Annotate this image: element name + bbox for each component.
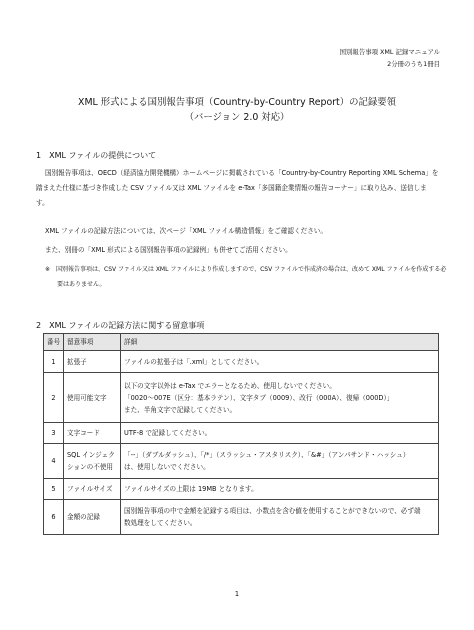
section1-para1-line2: 踏まえた仕様に基づき作成した CSV ファイル又は XML ファイルを e-Tax「多国籍企業情報の報告コーナー」に取り込み、送信しま bbox=[36, 184, 427, 192]
row-number: 6 bbox=[44, 500, 64, 535]
document-header bbox=[340, 46, 440, 70]
table-row bbox=[44, 479, 439, 500]
row-detail bbox=[121, 479, 439, 500]
row-detail-line: 数処理をしてください。 bbox=[124, 519, 197, 527]
row-detail-line: は、使用しないでください。 bbox=[124, 463, 210, 471]
table-row bbox=[44, 351, 439, 373]
section1-para1-line3: す。 bbox=[36, 199, 49, 207]
row-item: 金額の記録 bbox=[64, 500, 121, 535]
row-detail bbox=[121, 373, 439, 423]
table-header-row bbox=[44, 334, 439, 351]
row-detail bbox=[121, 423, 439, 444]
page-number: 1 bbox=[234, 590, 240, 598]
row-detail-line: ファイルの拡張子は「.xml」としてください。 bbox=[124, 357, 264, 366]
row-detail-line: ファイルサイズの上限は 19MB となります。 bbox=[124, 485, 258, 493]
row-item: 拡張子 bbox=[64, 351, 121, 373]
row-detail bbox=[121, 444, 439, 479]
row-number: 3 bbox=[44, 423, 64, 444]
table-row bbox=[44, 500, 439, 535]
row-detail bbox=[121, 351, 439, 373]
row-detail-line: 「--」（ダブルダッシュ）、「/*」（スラッシュ・アスタリスク）、「&#」（アンパサンド・ハッシュ） bbox=[124, 451, 410, 459]
row-detail-line: 「0020～007E（区分：基本ラテン）、文字タブ（0009）、改行（000A）、復帰（000D）」 bbox=[124, 393, 394, 402]
section1-heading: 1 XML ファイルの提供について bbox=[36, 151, 157, 160]
table-row bbox=[44, 423, 439, 444]
row-number: 4 bbox=[44, 444, 64, 479]
row-detail-line: 国別報告事項の中で金額を記録する項目は、小数点を含む値を使用することができないので、必ず端 bbox=[124, 507, 421, 515]
section1-para2: XML ファイルの記録方法については、次ページ「XML ファイル構造情報」をご確認ください。 bbox=[45, 227, 327, 235]
header-volume: 2分冊のうち1冊目 bbox=[387, 60, 440, 68]
notes-table bbox=[43, 333, 439, 535]
document-subtitle: （バージョン 2.0 対応） bbox=[184, 112, 290, 123]
table-row bbox=[44, 444, 439, 479]
row-item: 文字コード bbox=[64, 423, 121, 444]
row-number: 2 bbox=[44, 373, 64, 423]
row-number: 5 bbox=[44, 479, 64, 500]
section1-note-line2: 要はありません。 bbox=[57, 281, 106, 288]
table-row bbox=[44, 373, 439, 423]
section1-note-line1: ※ 国別報告事項は、CSV ファイル又は XML ファイルにより作成しますので、CSV ファイルで作成済の場合は、改めて XML ファイルを作成する必 bbox=[45, 266, 447, 273]
row-detail-line: また、半角文字で記録してください。 bbox=[124, 405, 237, 414]
row-item: ファイルサイズ bbox=[64, 479, 121, 500]
header-manual-name: 国別報告事項 XML 記録マニュアル bbox=[339, 48, 440, 56]
section2-heading: 2 XML ファイルの記録方法に関する留意事項 bbox=[36, 321, 205, 330]
row-item: 使用可能文字 bbox=[64, 373, 121, 423]
row-detail-line: UTF-8 で記録してください。 bbox=[124, 429, 212, 437]
row-detail-line: 以下の文字以外は e-Tax でエラーとなるため、使用しないでください。 bbox=[124, 381, 336, 390]
header-item: 留意事項 bbox=[64, 334, 121, 351]
section1-para3: また、別冊の「XML 形式による国別報告事項の記録例」も併せてご活用ください。 bbox=[45, 246, 292, 254]
header-number: 番号 bbox=[44, 334, 64, 351]
header-detail: 詳細 bbox=[121, 334, 439, 351]
row-detail bbox=[121, 500, 439, 535]
row-number: 1 bbox=[44, 351, 64, 373]
section1-para1-line1: 国別報告事項は、OECD（経済協力開発機構）ホームページに掲載されている「Country-by-Country Reporting XML Schema」を bbox=[45, 169, 439, 177]
row-item: SQL インジェクションの不使用 bbox=[64, 444, 121, 479]
document-title: XML 形式による国別報告事項（Country-by-Country Report）の記録要領 bbox=[78, 97, 396, 108]
